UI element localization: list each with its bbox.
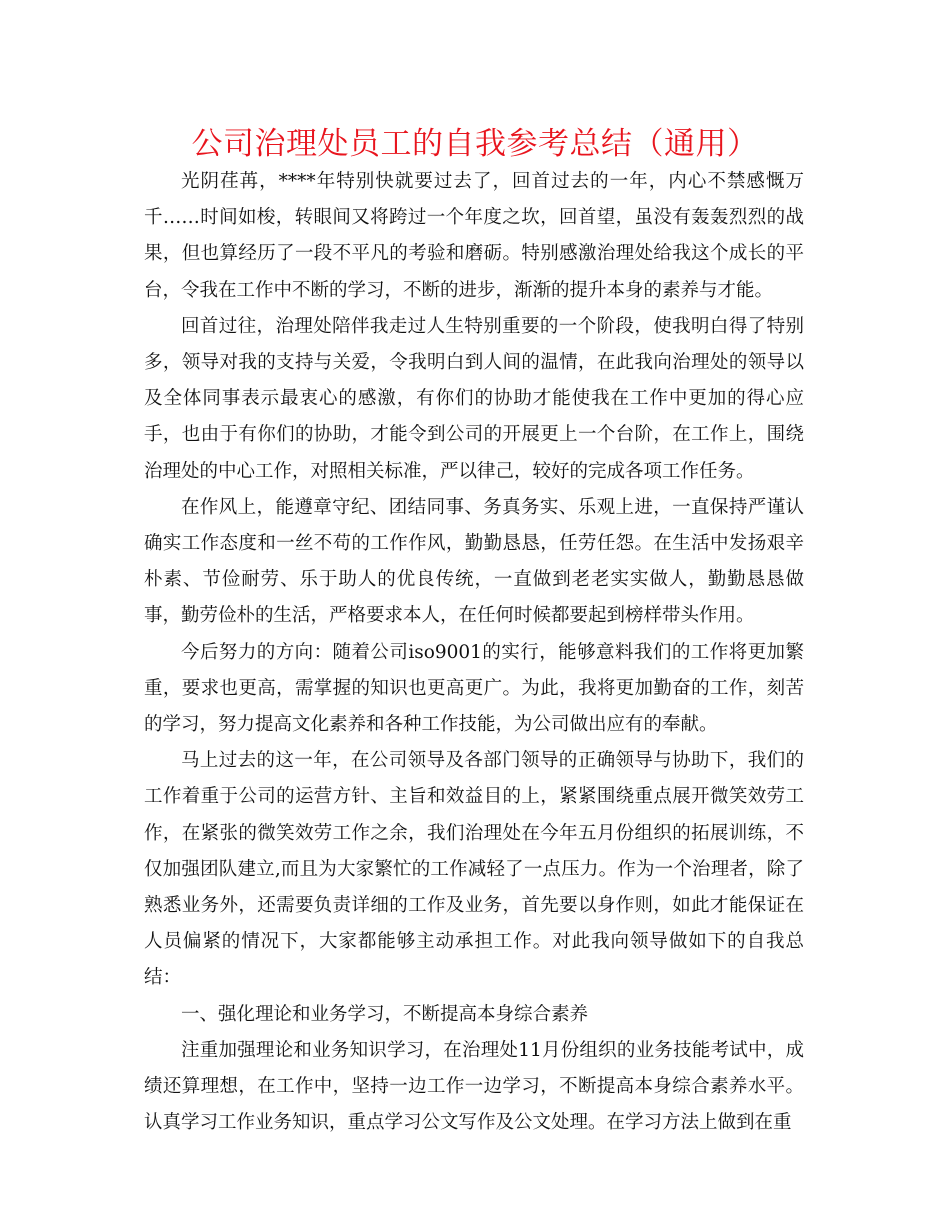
document-title: 公司治理处员工的自我参考总结（通用） [191, 126, 759, 162]
paragraph-future-direction: 今后努力的方向：随着公司iso9001的实行，能够意料我们的工作将更加繁重，要求也更高，需掌握的知识也更高更广。为此，我将更加勤奋的工作，刻苦的学习，努力提高文化素养和各种工作技能，为公司做出应有的奉献。 [144, 641, 804, 736]
section-heading-1: 一、强化理论和业务学习，不断提高本身综合素养 [181, 1003, 589, 1025]
paragraph-work-style: 在作风上，能遵章守纪、团结同事、务真务实、乐观上进，一直保持严谨认确实工作态度和一丝不苟的工作作风，勤勤恳恳，任劳任怨。在生活中发扬艰辛朴素、节俭耐劳、乐于助人的优良传统，一直做到老老实实做人，勤勤恳恳做事，勤劳俭朴的生活，严格要求本人，在任何时候都要起到榜样带头作用。 [144, 496, 804, 627]
paragraph-gratitude: 回首过往，治理处陪伴我走过人生特别重要的一个阶段，使我明白得了特别多，领导对我的支持与关爱，令我明白到人间的温情，在此我向治理处的领导以及全体同事表示最衷心的感激，有你们的协助才能使我在工作中更加的得心应手，也由于有你们的协助，才能令到公司的开展更上一个台阶，在工作上，围绕治理处的中心工作，对照相关标准，严以律己，较好的完成各项工作任务。 [144, 315, 804, 482]
paragraph-year-review: 马上过去的这一年，在公司领导及各部门领导的正确领导与协助下，我们的工作着重于公司的运营方针、主旨和效益目的上，紧紧围绕重点展开微笑效劳工作，在紧张的微笑效劳工作之余，我们治理处在今年五月份组织的拓展训练，不仅加强团队建立,而且为大家繁忙的工作减轻了一点压力。作为一个治理者，除了熟悉业务外，还需要负责详细的工作及业务，首先要以身作则，如此才能保证在人员偏紧的情况下，大家都能够主动承担工作。对此我向领导做如下的自我总结： [144, 750, 804, 989]
document-body [144, 164, 804, 1141]
paragraph-study: 注重加强理论和业务知识学习，在治理处11月份组织的业务技能考试中，成绩还算理想，在工作中，坚持一边工作一边学习，不断提高本身综合素养水平。认真学习工作业务知识，重点学习公文写作及公文处理。在学习方法上做到在重 [144, 1039, 804, 1134]
paragraph-intro: 光阴荏苒，****年特别快就要过去了，回首过去的一年，内心不禁感慨万千……时间如梭，转眼间又将跨过一个年度之坎，回首望，虽没有轰轰烈烈的战果，但也算经历了一段不平凡的考验和磨砺。特别感激治理处给我这个成长的平台，令我在工作中不断的学习，不断的进步，渐渐的提升本身的素养与才能。 [144, 171, 804, 301]
